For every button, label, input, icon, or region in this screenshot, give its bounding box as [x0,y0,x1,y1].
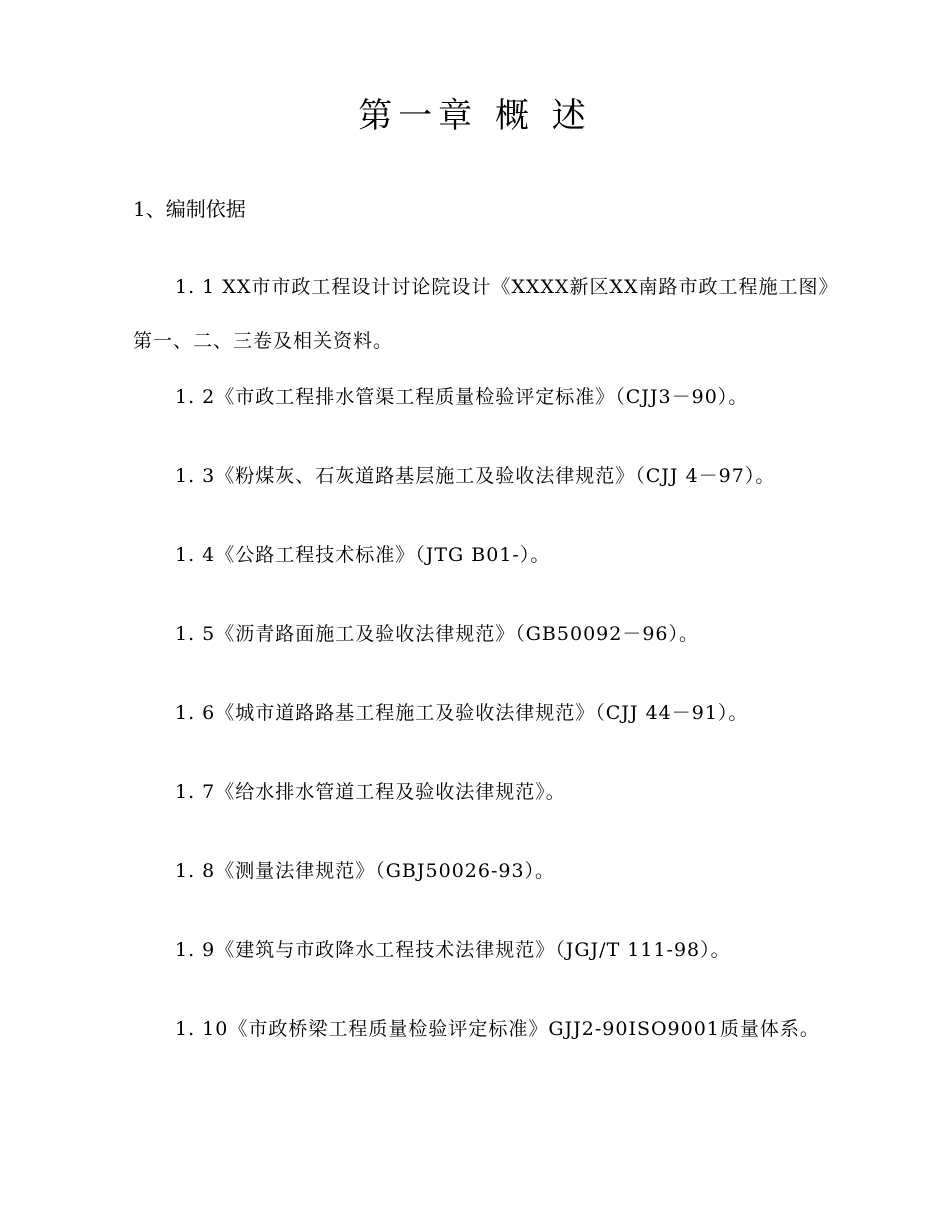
reference-item-1-7: 1. 7《给水排水管道工程及验收法律规范》。 [175,781,566,803]
reference-item-1-8: 1. 8《测量法律规范》（GBJ50026-93）。 [175,860,556,882]
reference-item-1-10: 1. 10《市政桥梁工程质量检验评定标准》GJJ2-90ISO9001质量体系。 [175,1018,820,1040]
reference-item-1-4: 1. 4《公路工程技术标准》（JTG B01-）。 [175,544,551,566]
reference-item-1-3: 1. 3《粉煤灰、石灰道路基层施工及验收法律规范》（CJJ 4－97）。 [175,465,776,487]
reference-item-1-5: 1. 5《沥青路面施工及验收法律规范》（GB50092－96）。 [175,623,700,645]
reference-item-1-9: 1. 9《建筑与市政降水工程技术法律规范》（JGJ/T 111-98）。 [175,939,731,961]
reference-item-1-2: 1. 2《市政工程排水管渠工程质量检验评定标准》（CJJ3－90）。 [175,386,749,408]
reference-item-1-1: 1. 1 XX市市政工程设计讨论院设计《XXXX新区XX南路市政工程施工图》第一、二、三卷及相关资料。 [133,276,839,352]
reference-item-1-6: 1. 6《城市道路路基工程施工及验收法律规范》（CJJ 44－91）。 [175,702,749,724]
chapter-title: 第一章 概 述 [358,96,592,136]
section-heading: 1、编制依据 [133,197,246,221]
